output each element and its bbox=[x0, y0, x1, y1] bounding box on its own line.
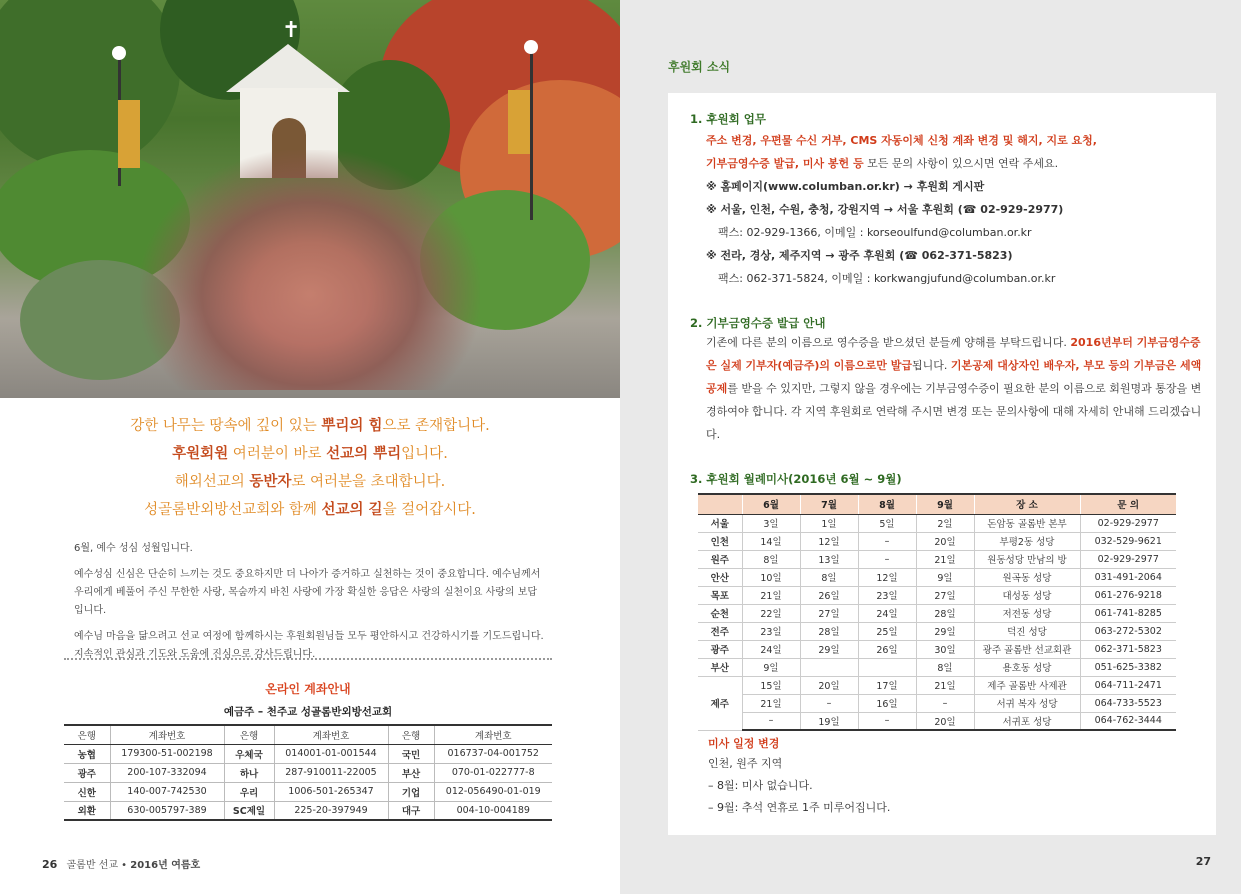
column-header: 은행 bbox=[224, 725, 274, 744]
table-row bbox=[698, 694, 1176, 712]
phone-cell: 032-529-9621 bbox=[1080, 532, 1176, 550]
column-header bbox=[698, 494, 742, 514]
page-footer-left bbox=[42, 856, 200, 871]
place-cell: 부평2동 성당 bbox=[974, 532, 1080, 550]
place-cell: 용호동 성당 bbox=[974, 658, 1080, 676]
section-1-body bbox=[706, 129, 1206, 290]
column-header: 계좌번호 bbox=[110, 725, 224, 744]
date-cell: 20일 bbox=[916, 712, 974, 730]
account-number: 004-10-004189 bbox=[434, 801, 552, 820]
region: 원주 bbox=[698, 550, 742, 568]
mission-quote: 강한 나무는 땅속에 깊이 있는 뿌리의 힘으로 존재합니다. 후원회원 여러분이 바로 선교의 뿌리입니다. 해외선교의 동반자로 여러분을 초대합니다. 성골롬반외방선교회와 함께 선교의 길을 걸어갑시다. bbox=[130, 417, 490, 518]
date-cell: 24일 bbox=[742, 640, 800, 658]
column-header: 8월 bbox=[858, 494, 916, 514]
date-cell: 21일 bbox=[742, 586, 800, 604]
bank-name: 광주 bbox=[64, 763, 110, 782]
table-header-row bbox=[64, 725, 552, 744]
date-cell: 27일 bbox=[916, 586, 974, 604]
bank-name: 신한 bbox=[64, 782, 110, 801]
column-header: 계좌번호 bbox=[274, 725, 388, 744]
date-cell: 9일 bbox=[742, 658, 800, 676]
phone-cell: 051-625-3382 bbox=[1080, 658, 1176, 676]
change-line: – 8월: 미사 없습니다. bbox=[708, 779, 813, 792]
section-2-body: 기존에 다른 분의 이름으로 영수증을 받으셨던 분들께 양해를 부탁드립니다. 2016년부터 기부금영수증은 실제 기부자(예금주)의 이름으로만 발급됩니다. 기본공제 대상자인 배우자, 부모 등의 기부금은 세액공제를 받을 수 있지만, 그렇지 않을 경우에는 기부금영수증이 필요한 분의 이름으로 회원명과 통장을 변경하여야 합니다. 각 지역 후원회로 연락해 주시면 변경 또는 문의사항에 대해 자세히 안내해 드리겠습니다. bbox=[706, 336, 1202, 441]
column-header: 은행 bbox=[388, 725, 434, 744]
accounts-holder: 예금주 – 천주교 성골롬반외방선교회 bbox=[223, 706, 393, 718]
date-cell: 12일 bbox=[800, 532, 858, 550]
bank-name: SC제일 bbox=[224, 801, 274, 820]
account-number: 179300-51-002198 bbox=[110, 744, 224, 763]
table-header-row bbox=[698, 494, 1176, 514]
phone-cell: 02-929-2977 bbox=[1080, 550, 1176, 568]
column-header: 6월 bbox=[742, 494, 800, 514]
service-list: 기부금영수증 발급, 미사 봉헌 등 bbox=[706, 157, 864, 170]
date-cell: 25일 bbox=[858, 622, 916, 640]
account-number: 287-910011-22005 bbox=[274, 763, 388, 782]
bank-name: 외환 bbox=[64, 801, 110, 820]
phone-cell: 061-741-8285 bbox=[1080, 604, 1176, 622]
date-cell: 5일 bbox=[858, 514, 916, 532]
seoul-fax-email: 팩스: 02-929-1366, 이메일 : korseoulfund@columban.or.kr bbox=[718, 226, 1032, 239]
change-line: – 9월: 추석 연휴로 1주 미루어집니다. bbox=[708, 801, 891, 814]
place-cell: 광주 골롬반 선교회관 bbox=[974, 640, 1080, 658]
table-row bbox=[698, 550, 1176, 568]
phone-cell: 062-371-5823 bbox=[1080, 640, 1176, 658]
contact-note: 모든 문의 사항이 있으시면 연락 주세요. bbox=[863, 157, 1059, 170]
date-cell: 23일 bbox=[742, 622, 800, 640]
issue-name: 2016년 여름호 bbox=[130, 860, 201, 871]
date-cell: 9일 bbox=[916, 568, 974, 586]
phone-cell: 02-929-2977 bbox=[1080, 514, 1176, 532]
region: 서울 bbox=[698, 514, 742, 532]
table-row bbox=[698, 658, 1176, 676]
service-list: 주소 변경, 우편물 수신 거부, CMS 자동이체 신청 계좌 변경 및 해지, 지로 요청, bbox=[706, 134, 1097, 147]
place-cell: 서귀 복자 성당 bbox=[974, 694, 1080, 712]
accounts-table bbox=[64, 724, 552, 821]
bank-name: 우리 bbox=[224, 782, 274, 801]
date-cell bbox=[800, 658, 858, 676]
left-page bbox=[0, 0, 620, 894]
phone-cell: 031-491-2064 bbox=[1080, 568, 1176, 586]
date-cell: 2일 bbox=[916, 514, 974, 532]
mass-schedule-table bbox=[698, 493, 1176, 731]
date-cell: 10일 bbox=[742, 568, 800, 586]
date-cell: – bbox=[858, 532, 916, 550]
date-cell: – bbox=[800, 694, 858, 712]
section-title: 후원회 소식 bbox=[668, 60, 731, 74]
news-card bbox=[668, 93, 1216, 835]
magazine-name: 골롬반 선교 bbox=[66, 860, 118, 871]
greeting-paragraph: 예수성심 신심은 단순히 느끼는 것도 중요하지만 더 나아가 증거하고 실천하는 것이 중요합니다. 예수님께서 우리에게 베풀어 주신 무한한 사랑, 목숨까지 바친 사랑에 가장 확실한 응답은 사랑의 실천이요 사랑의 보답입니다. bbox=[74, 569, 541, 616]
phone-cell: 064-733-5523 bbox=[1080, 694, 1176, 712]
date-cell: 17일 bbox=[858, 676, 916, 694]
place-cell: 원곡동 성당 bbox=[974, 568, 1080, 586]
date-cell: 20일 bbox=[800, 676, 858, 694]
account-number: 140-007-742530 bbox=[110, 782, 224, 801]
bank-name: 하나 bbox=[224, 763, 274, 782]
date-cell: 30일 bbox=[916, 640, 974, 658]
region: 인천 bbox=[698, 532, 742, 550]
bank-name: 농협 bbox=[64, 744, 110, 763]
gwangju-fax-email: 팩스: 062-371-5824, 이메일 : korkwangjufund@columban.or.kr bbox=[718, 272, 1056, 285]
section-2-title: 2. 기부금영수증 발급 안내 bbox=[690, 316, 826, 330]
account-number: 200-107-332094 bbox=[110, 763, 224, 782]
region: 목포 bbox=[698, 586, 742, 604]
date-cell: 29일 bbox=[800, 640, 858, 658]
table-row bbox=[64, 782, 552, 801]
schedule-change-title: 미사 일정 변경 bbox=[708, 737, 780, 750]
region: 안산 bbox=[698, 568, 742, 586]
date-cell: 3일 bbox=[742, 514, 800, 532]
table-row bbox=[698, 532, 1176, 550]
phone-cell: 061-276-9218 bbox=[1080, 586, 1176, 604]
place-cell: 돈암동 골롬반 본부 bbox=[974, 514, 1080, 532]
date-cell: 28일 bbox=[800, 622, 858, 640]
date-cell: 12일 bbox=[858, 568, 916, 586]
table-row bbox=[698, 514, 1176, 532]
table-row bbox=[698, 604, 1176, 622]
seoul-office: ※ 서울, 인천, 수원, 충청, 강원지역 → 서울 후원회 (☎ 02-929-2977) bbox=[706, 203, 1064, 216]
date-cell: 27일 bbox=[800, 604, 858, 622]
account-number: 070-01-022777-8 bbox=[434, 763, 552, 782]
date-cell: 8일 bbox=[800, 568, 858, 586]
page-number: 27 bbox=[1195, 855, 1211, 868]
date-cell: 8일 bbox=[742, 550, 800, 568]
section-1-title: 1. 후원회 업무 bbox=[690, 112, 766, 126]
table-row bbox=[698, 586, 1176, 604]
date-cell: 21일 bbox=[742, 694, 800, 712]
table-row bbox=[698, 568, 1176, 586]
region: 부산 bbox=[698, 658, 742, 676]
region: 순천 bbox=[698, 604, 742, 622]
region: 광주 bbox=[698, 640, 742, 658]
place-cell: 원동성당 만남의 방 bbox=[974, 550, 1080, 568]
column-header: 문 의 bbox=[1080, 494, 1176, 514]
bank-name: 국민 bbox=[388, 744, 434, 763]
account-number: 1006-501-265347 bbox=[274, 782, 388, 801]
date-cell: 21일 bbox=[916, 676, 974, 694]
accounts-title: 온라인 계좌안내 bbox=[265, 682, 351, 696]
date-cell: – bbox=[742, 712, 800, 730]
table-row bbox=[698, 676, 1176, 694]
right-page bbox=[620, 0, 1241, 894]
bank-name: 기업 bbox=[388, 782, 434, 801]
place-cell: 대성동 성당 bbox=[974, 586, 1080, 604]
change-line: 인천, 원주 지역 bbox=[708, 757, 783, 770]
greeting-paragraph: 예수님 마음을 닮으려고 선교 여정에 함께하시는 후원회원님들 모두 평안하시고 건강하시기를 기도드립니다. 지속적인 관심과 기도와 도움에 진심으로 감사드립니다. bbox=[74, 631, 544, 660]
dotted-divider bbox=[64, 658, 552, 662]
column-header: 은행 bbox=[64, 725, 110, 744]
date-cell: – bbox=[858, 712, 916, 730]
date-cell: 26일 bbox=[800, 586, 858, 604]
table-row bbox=[64, 763, 552, 782]
date-cell: 28일 bbox=[916, 604, 974, 622]
schedule-change-body bbox=[708, 753, 890, 819]
column-header: 계좌번호 bbox=[434, 725, 552, 744]
date-cell: – bbox=[916, 694, 974, 712]
date-cell: – bbox=[858, 550, 916, 568]
region: 제주 bbox=[698, 676, 742, 730]
date-cell bbox=[858, 658, 916, 676]
group-photo bbox=[0, 0, 620, 398]
separator: • bbox=[121, 860, 128, 871]
date-cell: 14일 bbox=[742, 532, 800, 550]
greeting-text bbox=[74, 540, 544, 672]
date-cell: 1일 bbox=[800, 514, 858, 532]
bank-name: 대구 bbox=[388, 801, 434, 820]
date-cell: 24일 bbox=[858, 604, 916, 622]
section-3-title: 3. 후원회 월례미사(2016년 6월 ~ 9월) bbox=[690, 472, 902, 486]
date-cell: 26일 bbox=[858, 640, 916, 658]
account-number: 016737-04-001752 bbox=[434, 744, 552, 763]
account-number: 012-056490-01-019 bbox=[434, 782, 552, 801]
column-header: 7월 bbox=[800, 494, 858, 514]
date-cell: 15일 bbox=[742, 676, 800, 694]
date-cell: 16일 bbox=[858, 694, 916, 712]
gwangju-office: ※ 전라, 경상, 제주지역 → 광주 후원회 (☎ 062-371-5823) bbox=[706, 249, 1013, 262]
greeting-heading: 6월, 예수 성심 성월입니다. bbox=[74, 543, 193, 554]
table-row bbox=[64, 801, 552, 820]
account-number: 225-20-397949 bbox=[274, 801, 388, 820]
account-number: 014001-01-001544 bbox=[274, 744, 388, 763]
table-row bbox=[698, 622, 1176, 640]
cross-icon: ✝ bbox=[282, 18, 301, 43]
phone-cell: 064-711-2471 bbox=[1080, 676, 1176, 694]
date-cell: 19일 bbox=[800, 712, 858, 730]
place-cell: 저전동 성당 bbox=[974, 604, 1080, 622]
column-header: 9월 bbox=[916, 494, 974, 514]
date-cell: 23일 bbox=[858, 586, 916, 604]
date-cell: 8일 bbox=[916, 658, 974, 676]
page-number: 26 bbox=[42, 858, 58, 871]
date-cell: 21일 bbox=[916, 550, 974, 568]
account-number: 630-005797-389 bbox=[110, 801, 224, 820]
table-row bbox=[698, 640, 1176, 658]
date-cell: 20일 bbox=[916, 532, 974, 550]
region: 전주 bbox=[698, 622, 742, 640]
date-cell: 29일 bbox=[916, 622, 974, 640]
place-cell: 제주 골롬반 사제관 bbox=[974, 676, 1080, 694]
phone-cell: 064-762-3444 bbox=[1080, 712, 1176, 730]
bank-name: 우체국 bbox=[224, 744, 274, 763]
table-row bbox=[698, 712, 1176, 730]
table-row bbox=[64, 744, 552, 763]
date-cell: 13일 bbox=[800, 550, 858, 568]
homepage-info: ※ 홈페이지(www.columban.or.kr) → 후원회 게시판 bbox=[706, 180, 985, 193]
phone-cell: 063-272-5302 bbox=[1080, 622, 1176, 640]
bank-name: 부산 bbox=[388, 763, 434, 782]
place-cell: 덕진 성당 bbox=[974, 622, 1080, 640]
place-cell: 서귀포 성당 bbox=[974, 712, 1080, 730]
column-header: 장 소 bbox=[974, 494, 1080, 514]
date-cell: 22일 bbox=[742, 604, 800, 622]
